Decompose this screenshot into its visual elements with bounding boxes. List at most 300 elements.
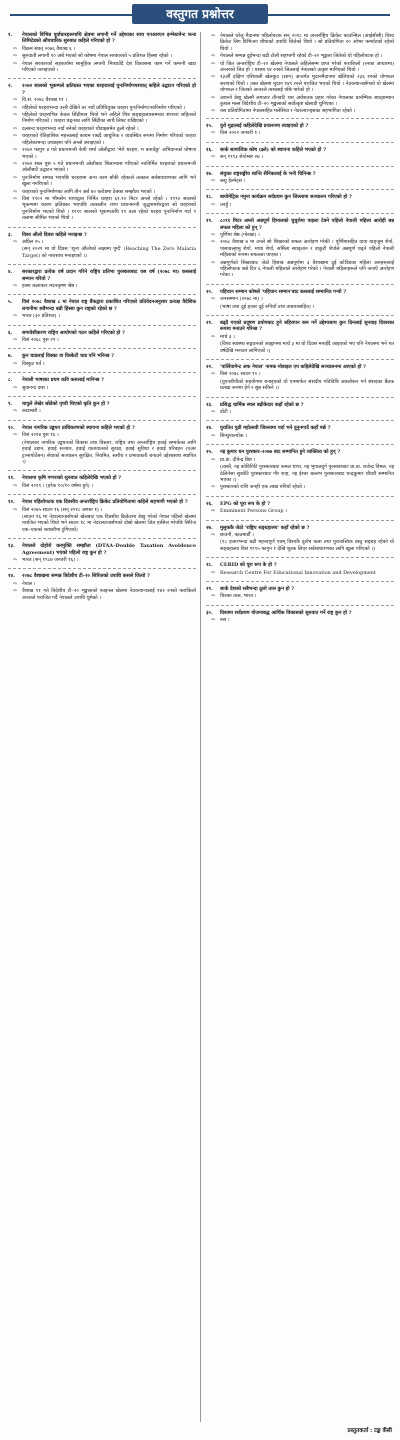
question-text: नेपाल पहिलोपटक एक दिवसीय अन्तर्राष्ट्रिय क्रिकेट प्रतियोगितामा कहिले सहभागी भएको हो ? [22,499,188,506]
question-number: २. [8,83,13,90]
qa-item [206,123,394,137]
answer-arrow-icon: ⇨ [210,508,216,515]
answer-text: सुवानन्द दास । [22,384,49,391]
question-number: १०. [8,424,15,431]
answer-text: तनहुँ । [220,201,232,208]
answer-row [8,196,196,222]
question-number: ३०. [206,609,213,616]
answer-text: २०७२ फागुन ४ गते प्रधानमन्त्री केपी शर्मा ओलीद्वारा 'मेरो धरहरा, म बनाउँछु' अभियानको घोषणा भएको । [22,147,196,160]
question-number: १७. [206,170,213,177]
answer-arrow-icon: ⇨ [12,104,18,111]
answer-text: नेपाल सरकारको सहकार्यमा सामुहिक लगानी भित्र्याउँदै देश विकासमा काम गर्ने कम्पनी खडा गरिएको जनाइएको । [22,60,196,74]
question-row [8,83,196,96]
answer-arrow-icon: ⇨ [12,195,18,202]
answer-row [206,108,394,114]
answer-arrow-icon: ⇨ [210,484,216,491]
answer-arrow-icon: ⇨ [12,97,18,104]
answer-text: जनसम्मान (२०७८ मा) । [220,296,263,303]
item-separator [8,538,196,539]
answer-row [206,33,394,52]
qa-item [206,320,394,354]
answer-text: रुस । [220,617,230,624]
qa-item [8,269,196,289]
question-number: १२. [8,499,15,506]
answer-arrow-icon: ⇨ [210,409,216,416]
answer-arrow-icon: ⇨ [12,313,18,320]
question-number: ३. [8,231,13,238]
qa-item [8,573,196,601]
question-row [206,123,394,129]
right-column [206,32,394,629]
qa-item [206,586,394,600]
section-header [0,4,400,26]
question-row [206,218,394,231]
question-row [206,194,394,200]
answer-note: (नेपालका नागरिक उड्डयनको विकास तथा विस्तार, राष्ट्रिय तथा अन्तर्राष्ट्रिय हवाई सम्पर्कका लागि हवाई उडान, हवाई सञ्चार, हवाई यातायातको सुरक्षा, हवाई सुविधा र हवाई परिवहन (एअर ट्रान्सपोर्टेसन) सेवाको सञ्चालन सुरक्षित, नियमित, स्तरीय र प्रभावकारी बनाउने उद्देश्यसाथ स्थापित ।) [22,439,196,465]
answer-arrow-icon: ⇨ [210,108,216,115]
answer-arrow-icon: ⇨ [210,33,216,39]
answer-text: पूर्णिमा श्रेष्ठ (गोरखा) । [220,231,260,238]
item-separator [206,118,394,119]
item-separator [8,294,196,295]
answer-row [8,112,196,125]
answer-note: (सन् २०२१ मा यो दिवस 'शून्य औलोको लक्ष्यमा पुग्दै' (Reaching The Zero Malaria Target) को नारासाथ मनाइएको ।) [22,246,196,259]
answer-text: २०७८ वैशाख ७ मा उनले सो शिखरको सफल आरोहण गरेकी । पूर्णिमासहित दावा याङ्जुम शेर्पा, पासाङल्हामु शेर्पा, माया शेर्पा, सर्मिला स्याङ्तान र डाकुटी शेर्पाले अन्नपूर्ण चढ्ने पहिलो नेपाली महिलाको रूपमा सफलता पाएका । [220,239,394,259]
answer-arrow-icon: ⇨ [12,160,18,167]
qa-item [8,543,196,563]
question-row [206,364,394,370]
right-question-list [206,123,394,624]
answer-note: (युएनडीपीको सहयोगमा बनाइएको यो एपमार्फत संसदीय गतिविधि अवलोकन गर्न संसदका बैठक प्रत्यक्ष रूपमा हेर्न र सुन्न सकिने ।) [220,378,394,392]
answer-row [8,581,196,587]
question-row [8,269,196,282]
answer-row [206,296,394,302]
answer-arrow-icon: ⇨ [12,588,18,595]
qa-item [8,425,196,465]
question-row [206,171,394,177]
question-number: २४. [206,425,213,432]
item-separator [8,470,196,471]
question-text: समावेशीकरण राष्ट्रिय आयोगको गठन कहिले गरिएको हो ? [22,329,125,336]
qa-item [206,147,394,161]
answer-row [8,105,196,111]
answer-row [8,283,196,289]
question-number: १८. [206,194,213,201]
answer-text: कादम्बरी । [22,408,41,415]
answer-arrow-icon: ⇨ [210,53,216,60]
question-number: १५. [206,122,213,129]
answer-row [8,557,196,563]
question-number: २२. [206,364,213,371]
answer-row [206,232,394,238]
answer-row [206,260,394,279]
answer-row [206,239,394,258]
question-number: १३. [8,543,15,550]
answer-text: नेपाल । [22,580,36,587]
answer-arrow-icon: ⇨ [12,125,18,132]
qa-item [8,299,196,319]
answer-arrow-icon: ⇨ [210,456,216,463]
question-row [8,299,196,312]
answer-arrow-icon: ⇨ [12,408,18,415]
answer-row [206,95,394,108]
answer-arrow-icon: ⇨ [12,360,18,367]
answer-text: मार्च ३ । [220,333,235,340]
answer-text: विसं २०७५ साउन १६ (सन् २०१८ अगस्ट १) । [22,506,103,513]
question-text: सार्क देशको सबैभन्दा ठूलो ताल कुन हो ? [220,585,295,592]
answer-arrow-icon: ⇨ [210,333,216,340]
answer-arrow-icon: ⇨ [210,259,216,266]
answer-text: Research Centre For Educational Innovation and Development [220,569,376,576]
answer-row [206,508,394,514]
question-number: १६. [206,146,213,153]
answer-arrow-icon: ⇨ [12,506,18,513]
item-separator [8,420,196,421]
answer-text: विसं १९०२ मा भीमसेन थापाद्वारा निर्मित धरहरा ६१.९० मिटर अग्लो रहेको । १९९० सालको भूकम्पमा कारण क्षतिग्रस्त भएपछि तत्कालीन राणा प्रधानमन्त्री जुद्धशमशेरद्वारा सो धरहराको पुनःनिर्माण भएको थियो । १९९० सालको भूकम्पअघि ११ तला रहेको धरहरा पुनःनिर्माण गर्दा ९ तलामा सीमित भएको थियो । [22,195,196,222]
answer-arrow-icon: ⇨ [12,112,18,119]
item-separator [8,227,196,228]
question-text: 'पार्लियामेन्ट अफ नेपाल' नामक मोबाइल एप कहिलेदेखि सञ्चालनमा आएको हो ? [220,364,366,371]
item-separator [206,213,394,214]
answer-row [206,178,394,184]
answer-row [206,593,394,599]
item-separator [206,397,394,398]
qa-item [206,562,394,576]
question-number: २१. [206,320,213,326]
question-row [8,353,196,359]
answer-text: पुरस्कारको राशि जनही एक लाख रुपियाँ रहेको । [220,484,306,491]
answer-arrow-icon: ⇨ [210,371,216,378]
answer-arrow-icon: ⇨ [12,147,18,154]
answer-text: सुरुवाती लगानी १० अर्ब भएको सो कोषमा नेपाल सरकारको ५ प्रतिशत हिस्सा रहेको । [22,53,172,60]
question-row [206,147,394,153]
question-row [8,32,196,45]
continued-answers [206,33,394,119]
question-number: १९. [206,218,213,225]
qa-item [206,289,394,310]
question-number: ४. [8,269,13,276]
answer-row [206,61,394,74]
answer-text: पहिलेको धरहराभित्र केवल सिँढीमात्र थियो भने अहिले भित्र सङ्ग्रहालयसम्मका संरचना सहितको निर्माण गरिएको । धरहरा चढ्नका लागि सिँढीका साथै लिफ्ट राखिएको । [22,112,196,125]
question-row [206,320,394,333]
question-text: सरकारद्वारा प्रत्येक वर्ष प्रदान गरिने राष्ट्रिय प्रतिभा पुरस्कारबाट यस वर्ष (२०७८ मा) कसलाई सम्मान गरियो ? [22,269,196,282]
answer-arrow-icon: ⇨ [12,53,18,60]
answer-row [8,432,196,438]
item-separator [206,581,394,582]
question-row [206,562,394,568]
qa-item [8,377,196,391]
answer-text: सिन्धुपाल्चोक । [220,432,247,439]
answer-arrow-icon: ⇨ [210,432,216,439]
answer-text: छाउनी, काठमाडौँ । [220,531,254,538]
item-separator [206,520,394,521]
question-number: २०. [206,288,213,295]
answer-text: दलबन्द धरहराभन्दा नयाँ बनेको धरहराको चौडाइसमेत ठूलो रहेको । [22,125,139,132]
answer-row [206,130,394,136]
answer-note: (साउन १६ मा नेदरल्यान्डसँगको खेलबाट एक दिवसीय क्रिकेटमा डेब्यु गरेको नेपाल पहिलो खेलमा पराजित भएको थियो भने साउन १८ मा नेदरल्यान्डसँगको दोस्रो खेलमा जित हासिल गरेपछि सिरिज एक–एकको बराबरीमा टुंगिएको) [22,513,196,533]
answer-arrow-icon: ⇨ [210,201,216,208]
answer-text: अप्रिल २५ । [22,238,44,245]
answer-arrow-icon: ⇨ [210,74,216,81]
answer-arrow-icon: ⇨ [12,133,18,140]
question-number: २७. [206,524,213,531]
answer-arrow-icon: ⇨ [12,283,18,289]
answer-text: नेपालले सम्पन्न दुईभन्दा बढी टोली सहभागी रहेको टी–२० शृङ्खला जितेको यो पहिलोपटक हो । [220,53,383,60]
answer-note: (त्यस्तै, नइ कोविनिटि पुरस्कारबाट कमल थापा, नइ भूपालदूर्ग पुरस्कारबाट प्रा.डा. राजेन्द्र विमल, नइ ठेलिनेसा सुकोटि पुरस्कारबाट गौर शाह, नइ ईश्वर बल्लभ पुरस्कारबाट चन्द्रकुमार चौधरी सम्मानित भएका ।) [220,464,394,483]
answer-arrow-icon: ⇨ [12,482,18,489]
answer-text: विसं २०१९ । (हरेक १०/१० वर्षमा हुने) । [22,482,94,489]
item-separator [206,142,394,143]
qa-item [206,525,394,553]
item-separator [206,605,394,606]
answer-note: (१८ हजारभन्दा बढी महत्त्वपूर्ण एवम् विश्वकै दुर्लभ कला तथा पुरातात्त्विक वस्तु सङ्ग्रह रहेको यो सङ्ग्रहालय विसं १९९५ फागुन १ देखि शुल्क लिएर सर्वसाधारणका लागि खुला गरिएको ।) [220,539,394,552]
question-text: युरो मुद्रालाई कहिलेदेखि प्रचलनमा ल्याइएको हो ? [220,122,309,129]
question-row [206,425,394,431]
section-title: वस्तुगत प्रश्नोत्तर [132,4,268,24]
answer-arrow-icon: ⇨ [210,177,216,184]
answer-row [206,570,394,576]
answer-text: धरहराको ऐतिहासिक महत्त्वलाई कायम राख्दै आधुनिक र व्यवस्थित रूपमा निर्माण गरिएको धरहरा पहिलेकाभन्दा उच्चाइमा पनि अग्लो बनाइएको । [22,133,196,146]
qa-item [206,610,394,624]
item-separator [206,284,394,285]
question-number: ७. [8,353,13,360]
answer-row [8,483,196,489]
item-separator [8,568,196,569]
answer-text: १३औँ दक्षिण एसियाली खेलकुद (साग) अन्तर्गत मुदानमैदानमा खेलिएको २३६ रनको योगफल बनाएको थियो । उक्त खेलमा मुदान १४९ रनले पराजित भएको थियो । नेदरल्यान्डसँगको यो खेलमा योगफल र जितको अन्तरले त्यसलाई पछि पारेको हो । [220,74,394,94]
answer-arrow-icon: ⇨ [12,45,18,52]
qa-item [8,499,196,533]
answer-arrow-icon: ⇨ [12,188,18,195]
answer-arrow-icon: ⇨ [210,130,216,137]
answer-text: डोटी । [220,409,232,416]
question-number: ६. [8,329,13,336]
answer-row [8,147,196,160]
answer-text: २०७२ साल पुस ५ गते प्रधानमन्त्री ओलीबाट शिलान्यास गरिएको नवनिर्मित धरहराको प्रधानमन्त्री ओलीबाटै उद्घाटन भएको । [22,160,196,174]
answer-arrow-icon: ⇨ [12,580,18,587]
answer-text: यो जित अन्तर्राष्ट्रिय टी–२० खेलमा नेपालले अहिलेसम्म प्राप्त गरेको फराकिलो (रनका आधारमा) अन्तरको जित हो । यसमा ९४ रनको जितलाई नेपालको उत्कृष्ट मानिएको थियो । [220,60,394,74]
answer-text: नेपालले घरेलु मैदानमा पहिलोपटक सन् २०१८ मा अन्तर्राष्ट्रिय क्रिकेट काउन्सिल (आईसीसी) विश्व क्रिकेट लिग डिभिजन चौथाको उपाधि जितेको थियो । सो प्रतियोगिता २० ओभर फर्म्याटको रहेको थियो । [220,33,394,52]
question-text: EPG को पूरा रूप के हो ? [220,500,270,507]
item-separator [8,494,196,495]
question-row [8,499,196,505]
answer-text: भारत (३० प्रतिशत) । [22,313,60,320]
question-text: नइ कुमार धन पुरस्कार–२०७७ बाट सम्मानित हुने व्यक्तित्व को हुन् ? [220,449,341,456]
answer-arrow-icon: ⇨ [12,174,18,181]
answer-row [8,97,196,103]
question-text: विश्वमा सर्वप्रथम योजनाबद्ध आर्थिक विकासको सुरुवात गर्ने राष्ट्र कुन हो ? [220,609,352,616]
answer-arrow-icon: ⇨ [12,60,18,67]
question-number: २८. [206,562,213,569]
answer-arrow-icon: ⇨ [210,531,216,538]
question-number: १. [8,32,13,38]
item-separator [206,420,394,421]
answer-text: पुनःनिर्माण सम्पन्न भएपछि धरहरामा अन्य काम बाँकी रहेकाले तत्काल सर्वसाधारणका लागि भने खुला नगरिएको । [22,174,196,188]
item-separator [8,78,196,79]
answer-row [206,457,394,463]
item-separator [8,325,196,326]
answer-row [8,189,196,195]
question-text: CERID को पूरा रूप के हो ? [220,562,277,569]
qa-item [8,353,196,367]
question-text: बढ्दै गएको प्रदूषण प्रयोगबाट हुने बहिरापन कम गर्ने उद्देश्यसाथ कुन दिनलाई सुनवाइ दिवसका रूपमा मनाउने गरिन्छ ? [220,320,394,333]
question-text: मुलुककै जेठो 'राष्ट्रिय सङ्ग्रहालय' कहाँ रहेको छ ? [220,524,310,531]
answer-arrow-icon: ⇨ [210,239,216,246]
answer-text: पहिलेको धरहराभन्दा उत्तरै देखिने तर नयाँ प्रविधियुक्त धरहरा पुनःनिर्माण/नवनिर्माण गरिएको । [22,104,186,111]
question-text: नेपाली भाषाका प्रथम कवि कसलाई मानिन्छ ? [22,377,104,384]
qa-item [206,449,394,490]
question-number: २६. [206,500,213,507]
answer-row [206,532,394,538]
question-text: बायोमेट्रिक नमुना कार्यक्रम सर्वप्रथम कुन जिल्लामा सञ्चालन गरिएको हो ? [220,194,352,201]
answer-note: (विश्व स्वास्थ्य सङ्गठनको आह्वानमा मार्च ३ मा यो दिवस मनाइँदै आइएको भए पनि नेपालमा भने गत वर्षदेखि मनाउन लागिएको ।) [220,341,394,354]
item-separator [8,264,196,265]
answer-note: (भाषा तथा दुई हजार दुई रुपियाँ तथा ताम्रपत्रसहित) । [220,303,315,310]
question-row [8,330,196,336]
answer-row [8,133,196,146]
qa-item [206,194,394,208]
question-row [8,425,196,431]
answer-text: चिल्का ताल, भारत । [220,593,257,600]
answer-arrow-icon: ⇨ [210,154,216,161]
qa-item [206,218,394,279]
question-text: कुन चाडलाई विक्का वा विस्केटी चाड पनि भनिन्छ ? [22,353,114,360]
left-column [8,32,196,606]
answer-text: वि‍सं २००२ जनवरी १ । [220,130,261,137]
qa-item [8,475,196,489]
answer-row [206,334,394,340]
item-separator [206,166,394,167]
question-row [8,573,196,579]
answer-row [206,409,394,415]
presenter-credit: प्रस्तुतकर्ता : टङ्क कँसी [347,1428,392,1434]
qa-item [8,401,196,415]
column-divider [200,32,201,1422]
qa-item [8,32,196,73]
answer-row [206,371,394,377]
question-text: प्रसिद्ध धार्मिक स्थल बद्रीकेदार कहाँ रहेको छ ? [220,401,304,408]
answer-row [206,154,394,160]
question-row [206,289,394,295]
question-number: ८. [8,377,13,384]
answer-row [8,408,196,414]
question-text: सार्क सामाजिक कोष (क्ष्ले) को स्थापना कहिले भएको हो ? [220,146,326,153]
answer-row [206,202,394,208]
answer-row [8,361,196,367]
question-text: पुरातित गुढी महोत्सवी जिल्लामा पर्दा भने दुनुनगाउँ कहाँ पर्छ ? [220,425,331,432]
question-text: नेपालले दोहोरो करमुक्ति सम्झौता (DTAA–Double Taxation Avoidence Agreement) भएको पहिलो राष्ट्र कुन हो ? [22,543,196,556]
answer-arrow-icon: ⇨ [210,60,216,67]
answer-row [8,46,196,52]
question-row [206,449,394,455]
answer-text: विक्रम संवत् २०७६ वैशाख ६ । [22,45,76,52]
question-number: २३. [206,401,213,408]
question-row [8,232,196,238]
question-row [206,586,394,592]
answer-arrow-icon: ⇨ [210,231,216,238]
question-row [206,402,394,408]
qa-item [8,83,196,221]
answer-row [8,175,196,188]
qa-item [8,330,196,344]
question-row [206,501,394,507]
answer-text: यस प्रतियोगितामा नेपालसहित मलेसिया र नेदरल्यान्ड्सका सहभागिता रहेको । [220,108,356,115]
question-row [8,377,196,383]
question-text: पहिचान सम्मान कोषले 'पहिचान सम्मान'बाट कसलाई सम्मानित गर्‍यो ? [220,288,347,295]
qa-item [206,501,394,515]
question-row [8,543,196,556]
answer-arrow-icon: ⇨ [210,617,216,624]
answer-text: आफ्नो डेब्यु खेलमै लगातार तीनवटि चार अर्धशतक प्रहार गरेका नेपालका प्रारम्भिक ब्याट्सम्यान कुशल मल्ल त्रिदेशीय टी–२० शृङ्खलाको सर्वोत्कृष्ट खेलाडी चुनिएका । [220,94,394,108]
question-number: ११. [8,475,15,482]
answer-row [206,484,394,490]
answer-text: विसं २०७८ साउन १० । [220,371,261,378]
item-separator [206,315,394,316]
question-text: नेपालको विभिन्न पूर्वाधारहरूमाथि क्षेत्रमा लगानी गर्ने उद्देश्यका साथ एनआरएन इन्भेस्टमेन्ट फन्ड लिमिटेडको औपचारिक सुरुवात कहिले गरिएको हो ? [22,32,196,45]
answer-text: प्रा.डा. दीपेन्द्र बिष्ट । [220,456,256,463]
answer-arrow-icon: ⇨ [210,296,216,303]
question-row [206,610,394,616]
answer-arrow-icon: ⇨ [12,238,18,245]
answer-row [8,126,196,132]
question-number: २९. [206,585,213,592]
question-text: विश्व औलो दिवस कहिले मनाइन्छ ? [22,231,87,238]
item-separator [206,557,394,558]
answer-row [8,385,196,391]
answer-row [8,61,196,74]
answer-text: सन् १९९३ सेप्टेम्बर २७ । [220,154,264,161]
question-number: १४. [8,573,15,580]
answer-text: Emminent Persons Group । [220,508,287,515]
answer-text: विसं २०६८ पुस २९ । [22,337,59,344]
qa-item [206,171,394,185]
answer-row [206,433,394,439]
question-text: संयुक्त राष्ट्रसङ्घीय शान्ति सैनिकलाई के भनी चिनिन्छ ? [220,170,316,177]
answer-text: अन्नपूर्णको सिखरबाट जेठो हिसाब अन्नपूर्णमा ३ वैशाखमा दुई कोविडका महिला अरुहरूलाई पहिलोपटक सन्ने दिन ६ नेपाली महिलाले आरोहण गरेको । नेपाली महिलाहरूले पनि जनाएँ आरोहण गरेका । [220,259,394,279]
qa-item [206,402,394,416]
item-separator [8,348,196,349]
answer-arrow-icon: ⇨ [12,337,18,344]
item-separator [8,372,196,373]
answer-arrow-icon: ⇨ [210,94,216,101]
answer-text: विस्कुट पर्व । [22,360,45,367]
question-number: २५. [206,449,213,456]
answer-row [206,74,394,93]
answer-row [8,337,196,343]
answer-row [8,588,196,601]
qa-item [206,425,394,439]
answer-arrow-icon: ⇨ [210,569,216,576]
answer-arrow-icon: ⇨ [12,384,18,391]
qa-item [8,232,196,260]
question-text: नेपालमा कृषि गणनाको सुरुवात कहिलेदेखि भएको हो ? [22,475,122,482]
item-separator [206,444,394,445]
answer-text: वि.सं. २०७८ वैशाख ११ । [22,97,68,104]
question-text: विसं २०७८ वैशाख ८ मा नेपाल राष्ट्र बैंकद्वारा प्रकाशित गरिएको प्रतिवेदनअनुसार प्रत्यक्ष वैदेशिक लगानीमा सबैभन्दा बढी हिस्सा कुन राष्ट्रको रहेको छ ? [22,299,196,312]
answer-arrow-icon: ⇨ [12,556,18,563]
answer-row [206,617,394,623]
question-row [8,475,196,481]
question-row [8,401,196,407]
answer-text: विसं २०१४ पुस १६ । [22,432,59,439]
answer-row [8,239,196,245]
answer-text: वैशाख ११ गते त्रिदेशीय टी–२० शृङ्खलाको फाइनल खेलमा नेदरल्यान्डलाई १४२ रनको फराकिलो अन्तरले पराजित गर्दै नेपालले उपाधि चुमेको । [22,588,196,601]
answer-row [8,53,196,59]
item-separator [8,396,196,397]
question-text: नेपाल नागरिक उड्डयन प्राधिकरणको स्थापना कहिले भएको हो ? [22,424,135,431]
question-text: २०७८ वैशाखमा सम्पन्न त्रिदेशीय टी–२० सिरिजको उपाधि कसले जित्यो ? [22,573,150,580]
question-text: २०७२ सालको भूकम्पले क्षतिग्रस्त भएका धरहरालाई पुनःनिर्माणपश्चात् कहिले उद्घाटन गरिएको हो ? [22,83,196,96]
answer-row [8,161,196,174]
